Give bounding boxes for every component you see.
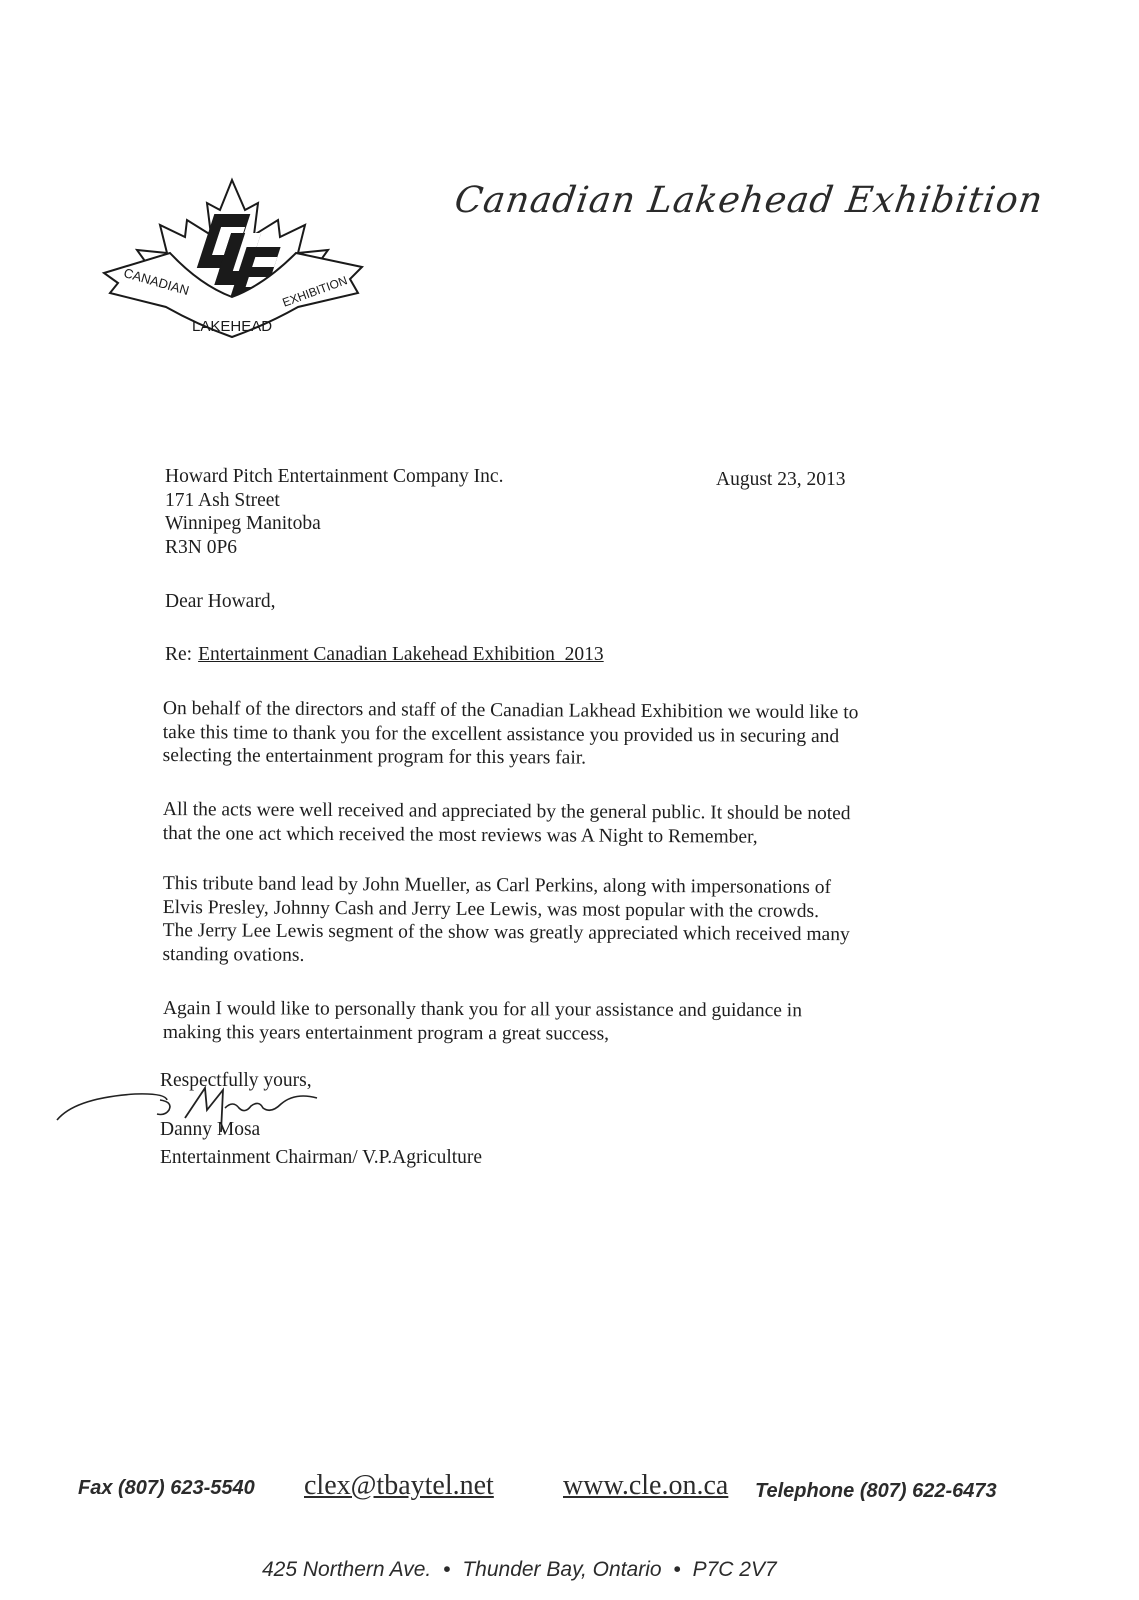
recipient-line: Winnipeg Manitoba — [165, 513, 321, 534]
ribbon-right-text: EXHIBITION — [280, 273, 350, 310]
paragraph-line: On behalf of the directors and staff of the Canadian Lakhead Exhibition we would like to — [162, 698, 859, 724]
letter-date: August 23, 2013 — [716, 469, 846, 490]
address-street: 425 Northern Ave. — [262, 1558, 432, 1581]
signer-name: Danny Mosa — [160, 1119, 261, 1140]
paragraph-line: making this years entertainment program a great success, — [162, 1021, 610, 1045]
ribbon-left-text: CANADIAN — [122, 265, 191, 299]
address-postal-code: P7C 2V7 — [692, 1558, 777, 1581]
signer-title: Entertainment Chairman/ V.P.Agriculture — [160, 1147, 483, 1168]
bullet-separator: • — [673, 1558, 681, 1581]
paragraph — [163, 697, 963, 772]
subject-text: Entertainment Canadian Lakehead Exhibition 2013 — [198, 644, 604, 665]
letterhead-title: Canadian Lakehead Exhibition — [452, 180, 1046, 221]
paragraph-line: Again I would like to personally thank you for all your assistance and guidance in — [162, 998, 803, 1022]
recipient-line: R3N 0P6 — [165, 536, 238, 558]
bullet-separator: • — [443, 1558, 451, 1581]
paragraph-line: Elvis Presley, Johnny Cash and Jerry Lee Lewis, was most popular with the crowds. — [162, 896, 820, 922]
fax-number: Fax (807) 623-5540 — [78, 1477, 255, 1499]
paragraph — [163, 997, 963, 1047]
email-link[interactable]: clex@tbaytel.net — [304, 1470, 494, 1501]
paragraph-line: selecting the entertainment program for this years fair. — [162, 744, 587, 769]
ribbon-center-text: LAKEHEAD — [192, 318, 273, 335]
paragraph-line: take this time to thank you for the excellent assistance you provided us in securing and — [162, 721, 840, 747]
mailing-address — [262, 1558, 777, 1582]
salutation: Dear Howard, — [165, 591, 276, 612]
paragraph-line: that the one act which received the most reviews was A Night to Remember, — [162, 822, 758, 848]
recipient-line: 171 Ash Street — [165, 489, 280, 511]
closing: Respectfully yours, — [160, 1070, 312, 1091]
recipient-address — [165, 465, 503, 559]
cle-logo — [100, 175, 365, 360]
address-city: Thunder Bay, Ontario — [462, 1558, 662, 1581]
paragraph — [163, 798, 963, 850]
paragraph-line: standing ovations. — [162, 943, 305, 966]
website-link[interactable]: www.cle.on.ca — [563, 1470, 729, 1501]
re-label: Re: — [165, 644, 193, 665]
paragraph — [162, 872, 963, 971]
subject-line — [165, 643, 604, 667]
telephone-number: Telephone (807) 622-6473 — [755, 1480, 997, 1502]
paragraph-line: The Jerry Lee Lewis segment of the show was greatly appreciated which received many — [162, 919, 850, 946]
paragraph-line: All the acts were well received and appreciated by the general public. It should be noted — [162, 799, 851, 825]
recipient-line: Howard Pitch Entertainment Company Inc. — [165, 466, 504, 487]
paragraph-line: This tribute band lead by John Mueller, as Carl Perkins, along with impersonations of — [162, 873, 832, 899]
